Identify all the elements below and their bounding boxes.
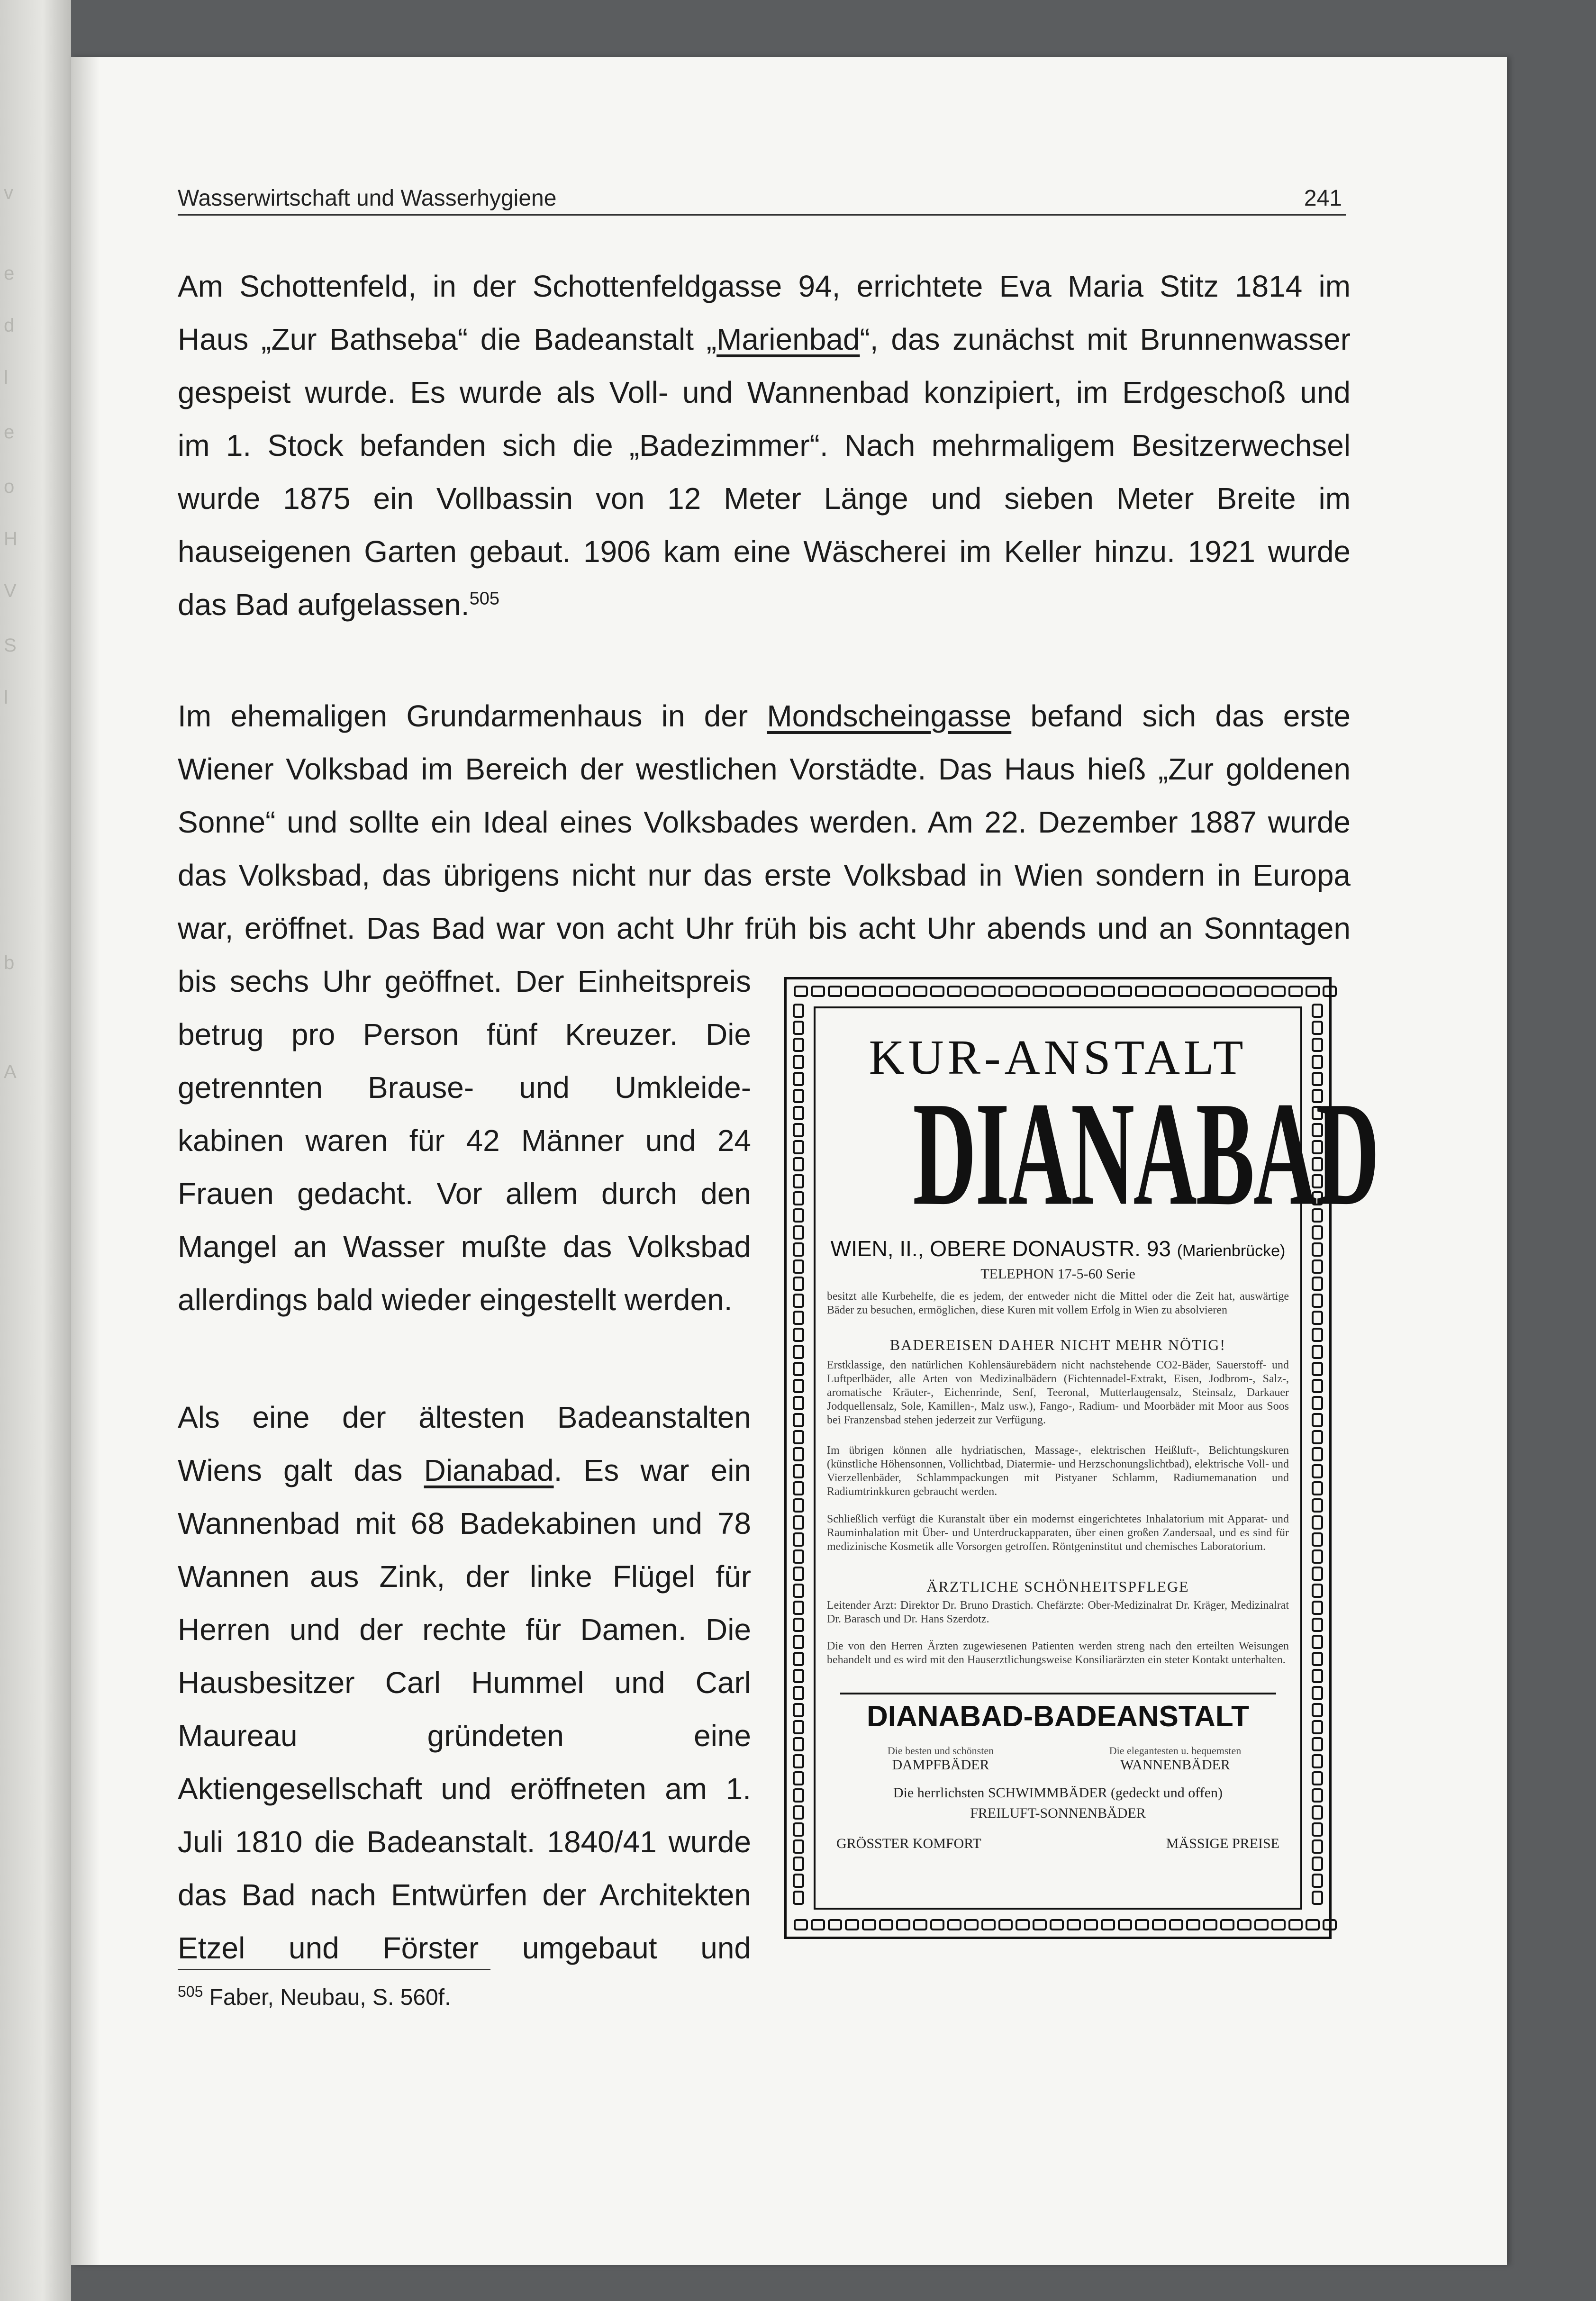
page-gutter-shadow <box>71 57 100 2265</box>
chain-link <box>793 1669 804 1683</box>
text-line: im 1. Stock befanden sich die „Badezimmer“. Nach mehrmaligem Besitzerwechsel <box>178 428 1351 462</box>
chain-link <box>845 1919 859 1930</box>
chain-link <box>1312 1242 1323 1257</box>
ad-comfort: GRÖSSTER KOMFORT <box>836 1836 981 1851</box>
chain-link <box>1186 986 1200 997</box>
running-header <box>178 186 1346 216</box>
chain-link <box>1084 1919 1098 1930</box>
chain-link <box>793 1379 804 1393</box>
chain-link <box>998 1919 1013 1930</box>
chain-link <box>793 1447 804 1461</box>
chain-link <box>793 1874 804 1888</box>
footnote-505: $^{505}$ Faber, Neubau, S. 560f. <box>178 1983 451 2010</box>
chain-link <box>828 1919 842 1930</box>
chain-link <box>1312 1839 1323 1854</box>
ad-chain-border-bottom <box>794 1919 1337 1930</box>
chain-link <box>793 1004 804 1018</box>
chain-link <box>793 1174 804 1188</box>
chain-link <box>1186 1919 1200 1930</box>
left-page-fragment: v <box>4 182 13 203</box>
chain-link <box>793 1584 804 1598</box>
ad-chain-border-top <box>794 986 1337 997</box>
chain-link <box>1016 986 1030 997</box>
left-page-fragment: V <box>4 580 17 601</box>
text-line: allerdings bald wieder eingestellt werden. <box>178 1283 733 1317</box>
chain-link <box>1254 986 1269 997</box>
chain-link <box>879 986 893 997</box>
chain-link <box>793 1891 804 1905</box>
chain-link <box>793 1242 804 1257</box>
chain-link <box>1118 1919 1132 1930</box>
chain-link <box>1067 1919 1081 1930</box>
chain-link <box>1220 986 1234 997</box>
chain-link <box>793 1703 804 1717</box>
chain-link <box>1312 1345 1323 1359</box>
chain-link <box>1323 986 1337 997</box>
chain-link <box>1312 1788 1323 1803</box>
chain-link <box>794 986 808 997</box>
ad-divider <box>840 1693 1276 1694</box>
ad-two-columns <box>836 1745 1279 1778</box>
chain-link <box>1312 1277 1323 1291</box>
ad-heading-schoenheitspflege: ÄRZTLICHE SCHÖNHEITSPFLEGE <box>926 1578 1189 1595</box>
ad-sunbaths: FREILUFT-SONNENBÄDER <box>970 1805 1146 1821</box>
left-page-fragment: e <box>4 422 15 443</box>
chain-link <box>1312 1294 1323 1308</box>
chain-link <box>1169 1919 1183 1930</box>
chain-link <box>793 1857 804 1871</box>
chain-link <box>947 1919 961 1930</box>
chain-link <box>793 1225 804 1240</box>
chain-link <box>1312 1549 1323 1564</box>
chain-link <box>793 1464 804 1478</box>
chain-link <box>793 1601 804 1615</box>
chain-link <box>1312 1498 1323 1513</box>
chain-link <box>930 986 944 997</box>
chain-link <box>793 1259 804 1274</box>
text-line: Wiens galt das Dianabad. Es war ein <box>178 1453 752 1487</box>
chain-link <box>793 1652 804 1666</box>
chain-link <box>793 1362 804 1376</box>
chain-link <box>1312 1396 1323 1410</box>
chain-link <box>793 1277 804 1291</box>
chain-link <box>1312 1601 1323 1615</box>
chain-link <box>793 1140 804 1154</box>
chain-link <box>793 1481 804 1495</box>
ad-prices: MÄSSIGE PREISE <box>1166 1836 1279 1851</box>
chain-link <box>1312 1857 1323 1871</box>
chain-link <box>1203 1919 1217 1930</box>
paragraph-dianabad <box>178 1391 751 1975</box>
ad-heading-badereisen: BADEREISEN DAHER NICHT MEHR NÖTIG! <box>889 1336 1226 1353</box>
footnote-number: 505 <box>178 1983 203 2000</box>
chain-link <box>947 986 961 997</box>
ad-body-baths: Erstklassige, den natürlichen Kohlensäurebädern nicht nachstehende CO2-Bäder, Sauerstoff- und Luftperlbäder, alle Arten von Medizinalbädern (Fichtennadel-Extrakt, Eisen, Jodbrom-, Salz-, aromatische Kräuter-, Eichenrinde, Senf, Teeronal, Mutterlaugensalz, Steinsalz, Darkauer Jodquellensalz, Sole, Kamillen-, Malz usw.), Fango-, Radium- und Moorbäder mit Moor aus Soos bei Franzensbad stehen jederzeit zur Verfügung. <box>827 1359 1289 1426</box>
chain-link <box>793 1328 804 1342</box>
text-line: gespeist wurde. Es wurde als Voll- und Wannenbad konzipiert, im Erdgeschoß und <box>178 375 1351 409</box>
chain-link <box>1152 986 1166 997</box>
chain-link <box>1169 986 1183 997</box>
chain-link <box>964 1919 979 1930</box>
chain-link <box>1312 1652 1323 1666</box>
left-page-edge <box>0 0 71 2301</box>
text-line: Haus „Zur Bathseba“ die Badeanstalt „Marienbad“, das zunächst mit Brunnenwasser <box>178 322 1351 356</box>
chain-link <box>1288 1919 1303 1930</box>
text-line: das Bad aufgelassen.$^{505}$ <box>178 588 499 622</box>
chain-link <box>793 1311 804 1325</box>
ad-kur-anstalt: KUR-ANSTALT <box>869 1030 1247 1085</box>
chain-link <box>1084 986 1098 997</box>
chain-link <box>862 1919 876 1930</box>
text-line: Mangel an Wasser mußte das Volksbad <box>178 1230 751 1264</box>
text-line: bis sechs Uhr geöffnet. Der Einheitspreis <box>178 964 751 998</box>
chain-link <box>793 1532 804 1547</box>
chain-link <box>811 1919 825 1930</box>
chain-link <box>793 1549 804 1564</box>
chain-link <box>793 1618 804 1632</box>
footnote-separator <box>178 1969 490 1970</box>
chain-link <box>1152 1919 1166 1930</box>
chain-link <box>1312 1669 1323 1683</box>
chain-link <box>1312 1379 1323 1393</box>
chain-link <box>828 986 842 997</box>
chain-link <box>1323 1919 1337 1930</box>
chain-link <box>981 986 996 997</box>
chain-link <box>793 1635 804 1649</box>
ad-telephone: TELEPHON 17-5-60 Serie <box>980 1266 1135 1282</box>
left-page-fragment: S <box>4 635 17 656</box>
chain-link <box>793 1413 804 1427</box>
chain-link <box>862 986 876 997</box>
text-line: hauseigenen Garten gebaut. 1906 kam eine Wäscherei im Keller hinzu. 1921 wurde <box>178 534 1351 569</box>
chain-link <box>1312 1874 1323 1888</box>
paragraph-mondscheingasse <box>178 689 1351 955</box>
chain-link <box>1312 1720 1323 1734</box>
ad-col-left: Die besten und schönsten DAMPFBÄDER <box>887 1745 994 1773</box>
chain-link <box>1135 1919 1149 1930</box>
left-page-fragment: d <box>4 315 15 336</box>
left-page-fragment: A <box>4 1061 17 1082</box>
text-line: wurde 1875 ein Vollbassin von 12 Meter Länge und sieben Meter Breite im <box>178 481 1351 516</box>
chain-link <box>1033 1919 1047 1930</box>
chain-link <box>793 1345 804 1359</box>
left-page-fragment: l <box>4 687 8 708</box>
chain-link <box>1237 1919 1251 1930</box>
chain-link <box>1312 1532 1323 1547</box>
ad-intro: besitzt alle Kurbehelfe, die es jedem, der entweder nicht die Mittel oder die Zeit hat, auswärtige Bäder zu besuchen, ermöglichen, diese Kuren mit vollem Erfolg in Wien zu absolvieren <box>827 1290 1289 1316</box>
chain-link <box>896 1919 910 1930</box>
chain-link <box>1312 1021 1323 1035</box>
chain-link <box>1312 1635 1323 1649</box>
chain-link <box>896 986 910 997</box>
chain-link <box>793 1839 804 1854</box>
chain-link <box>1306 986 1320 997</box>
text-line: Wannenbad mit 68 Badekabinen und 78 <box>178 1506 751 1540</box>
chain-link <box>981 1919 996 1930</box>
chain-link <box>794 1919 808 1930</box>
page-number: 241 <box>1304 186 1342 211</box>
chain-link <box>1312 1771 1323 1785</box>
chain-link <box>964 986 979 997</box>
chain-link <box>1312 1584 1323 1598</box>
ad-body-treatments: Im übrigen können alle hydriatischen, Massage-, elektrischen Heißluft-, Belichtungskuren (künstliche Höhensonnen, Vollichtbad, Diatermie- und Herzschonungslichtbad), elektrische Voll- und Vierzellenbäder, Schlammpackungen mit Pistyaner Schlamm, Radiumemanation und Radiumtrinkkuren gebraucht werden. <box>827 1444 1289 1498</box>
chain-link <box>793 1157 804 1171</box>
ad-footer-row <box>836 1836 1279 1855</box>
ad-address: WIEN, II., OBERE DONAUSTR. 93 (Marienbrücke) <box>830 1236 1286 1261</box>
chain-link <box>1312 1891 1323 1905</box>
ad-col-right: Die elegantesten u. bequemsten WANNENBÄDER <box>1109 1745 1242 1773</box>
chain-link <box>1050 986 1064 997</box>
chain-link <box>1312 1413 1323 1427</box>
left-page-fragment: o <box>4 476 15 497</box>
chain-link <box>1203 986 1217 997</box>
text-line: Maureau gründeten eine <box>178 1719 751 1753</box>
chain-link <box>793 1805 804 1820</box>
left-page-fragment: H <box>4 528 18 549</box>
chain-link <box>1271 1919 1286 1930</box>
text-line: Am Schottenfeld, in der Schottenfeldgasse 94, errichtete Eva Maria Stitz 1814 im <box>178 269 1351 303</box>
chain-link <box>845 986 859 997</box>
chain-link <box>1312 1464 1323 1478</box>
chain-link <box>1288 986 1303 997</box>
chain-link <box>930 1919 944 1930</box>
text-line: Wannen aus Zink, der linke Flügel für <box>178 1559 751 1594</box>
chain-link <box>1101 1919 1115 1930</box>
chain-link <box>1271 986 1286 997</box>
link-mondscheingasse[interactable]: Mondscheingasse <box>767 699 1012 733</box>
text-line: betrug pro Person fünf Kreuzer. Die <box>178 1017 751 1051</box>
footnote-ref[interactable]: 505 <box>469 589 499 609</box>
chain-link <box>1101 986 1115 997</box>
chain-link <box>793 1038 804 1052</box>
chain-link <box>1312 1686 1323 1700</box>
chain-link <box>1312 1055 1323 1069</box>
chain-link <box>793 1515 804 1530</box>
chain-link <box>1312 1618 1323 1632</box>
text-line: kabinen waren für 42 Männer und 24 <box>178 1123 751 1158</box>
text-line: das Bad nach Entwürfen der Architekten <box>178 1878 751 1912</box>
chain-link <box>998 986 1013 997</box>
paragraph-schottenfeld <box>178 260 1351 631</box>
left-page-fragment: l <box>4 367 8 388</box>
chain-link <box>793 1072 804 1086</box>
chain-link <box>1050 1919 1064 1930</box>
chain-link <box>793 1822 804 1837</box>
chain-link <box>793 1788 804 1803</box>
text-line: Etzel und Förster umgebaut und <box>178 1931 751 1965</box>
text-line: Aktiengesellschaft und eröffneten am 1. <box>178 1772 751 1806</box>
chain-link <box>1220 1919 1234 1930</box>
chain-link <box>1312 1567 1323 1581</box>
chain-link <box>1118 986 1132 997</box>
chain-link <box>793 1771 804 1785</box>
chain-link <box>811 986 825 997</box>
chain-link <box>1312 1328 1323 1342</box>
chain-link <box>793 1396 804 1410</box>
chain-link <box>1312 1362 1323 1376</box>
ad-dianabad-title: DIANABAD <box>913 1071 1378 1236</box>
chain-link <box>793 1123 804 1137</box>
chain-link <box>1306 1919 1320 1930</box>
chain-link <box>1312 1822 1323 1837</box>
left-page-fragment: e <box>4 263 15 284</box>
chain-link <box>1312 1737 1323 1751</box>
chain-link <box>1312 1430 1323 1444</box>
text-line: war, eröffnet. Das Bad war von acht Uhr früh bis acht Uhr abends und an Sonntagen <box>178 911 1351 945</box>
text-line: Als eine der ältesten Badeanstalten <box>178 1400 751 1434</box>
chain-link <box>793 1191 804 1205</box>
chain-link <box>1033 986 1047 997</box>
text-line: das Volksbad, das übrigens nicht nur das erste Volksbad in Wien sondern in Europa <box>178 858 1351 892</box>
chain-link <box>913 1919 927 1930</box>
chain-link <box>793 1737 804 1751</box>
chain-link <box>793 1208 804 1223</box>
text-line: Frauen gedacht. Vor allem durch den <box>178 1177 751 1211</box>
chain-link <box>1312 1038 1323 1052</box>
chain-link <box>793 1294 804 1308</box>
chain-link <box>1312 1481 1323 1495</box>
ad-pools: Die herrlichsten SCHWIMMBÄDER (gedeckt und offen) <box>893 1785 1223 1801</box>
chain-link <box>1312 1754 1323 1768</box>
header-title: Wasserwirtschaft und Wasserhygiene <box>178 186 557 211</box>
text-line: Sonne“ und sollte ein Ideal eines Volksbades werden. Am 22. Dezember 1887 wurde <box>178 805 1351 839</box>
chain-link <box>1254 1919 1269 1930</box>
text-line: Im ehemaligen Grundarmenhaus in der Mondscheingasse befand sich das erste <box>178 699 1351 733</box>
ad-badeanstalt-title: DIANABAD-BADEANSTALT <box>866 1700 1250 1733</box>
chain-link <box>879 1919 893 1930</box>
chain-link <box>1312 1311 1323 1325</box>
chain-link <box>1312 1447 1323 1461</box>
paragraph-mondscheingasse-cont <box>178 955 751 1326</box>
chain-link <box>1067 986 1081 997</box>
ad-body-patients: Die von den Herren Ärzten zugewiesenen Patienten werden streng nach den erteilten Weisungen behandelt und es wird mit den Hauserztlichungsweise Konsiliarärzten ein steter Kontakt unterhalten. <box>827 1640 1289 1666</box>
text-line: Wiener Volksbad im Bereich der westlichen Vorstädte. Das Haus hieß „Zur goldenen <box>178 752 1351 786</box>
ad-body-doctors: Leitender Arzt: Direktor Dr. Bruno Drastich. Chefärzte: Ober-Medizinalrat Dr. Kräger, Medizinalrat Dr. Barasch und Dr. Hans Szerdotz. <box>827 1599 1289 1625</box>
chain-link <box>793 1021 804 1035</box>
ad-body-inhalatorium: Schließlich verfügt die Kuranstalt über ein modernst eingerichtetes Inhalatorium mit Apparat- und Rauminhalation mit Über- und Unterdruckapparaten, über einen großen Zandersaal, und es sind für medizinische Kosmetik alle Vorsorgen getroffen. Röntgeninstitut und chemisches Laboratorium. <box>827 1513 1289 1553</box>
chain-link <box>793 1686 804 1700</box>
chain-link <box>1312 1004 1323 1018</box>
chain-link <box>793 1055 804 1069</box>
chain-link <box>1016 1919 1030 1930</box>
left-page-fragment: b <box>4 952 15 973</box>
chain-link <box>1135 986 1149 997</box>
chain-link <box>1312 1259 1323 1274</box>
text-line: Herren und der rechte für Damen. Die <box>178 1613 751 1647</box>
dianabad-advertisement <box>784 977 1378 1939</box>
chain-link <box>793 1089 804 1103</box>
text-line: Juli 1810 die Badeanstalt. 1840/41 wurde <box>178 1825 751 1859</box>
chain-link <box>793 1720 804 1734</box>
chain-link <box>793 1106 804 1120</box>
chain-link <box>793 1498 804 1513</box>
chain-link <box>793 1754 804 1768</box>
link-marienbad[interactable]: Marienbad <box>716 322 860 356</box>
chain-link <box>793 1567 804 1581</box>
chain-link <box>1312 1805 1323 1820</box>
chain-link <box>913 986 927 997</box>
ad-chain-border-left <box>793 1004 804 1905</box>
chain-link <box>1237 986 1251 997</box>
link-dianabad[interactable]: Dianabad <box>424 1453 554 1487</box>
chain-link <box>793 1430 804 1444</box>
chain-link <box>1312 1703 1323 1717</box>
text-line: Hausbesitzer Carl Hummel und Carl <box>178 1666 751 1700</box>
chain-link <box>1312 1515 1323 1530</box>
text-line: getrennten Brause- und Umkleide- <box>178 1070 751 1105</box>
